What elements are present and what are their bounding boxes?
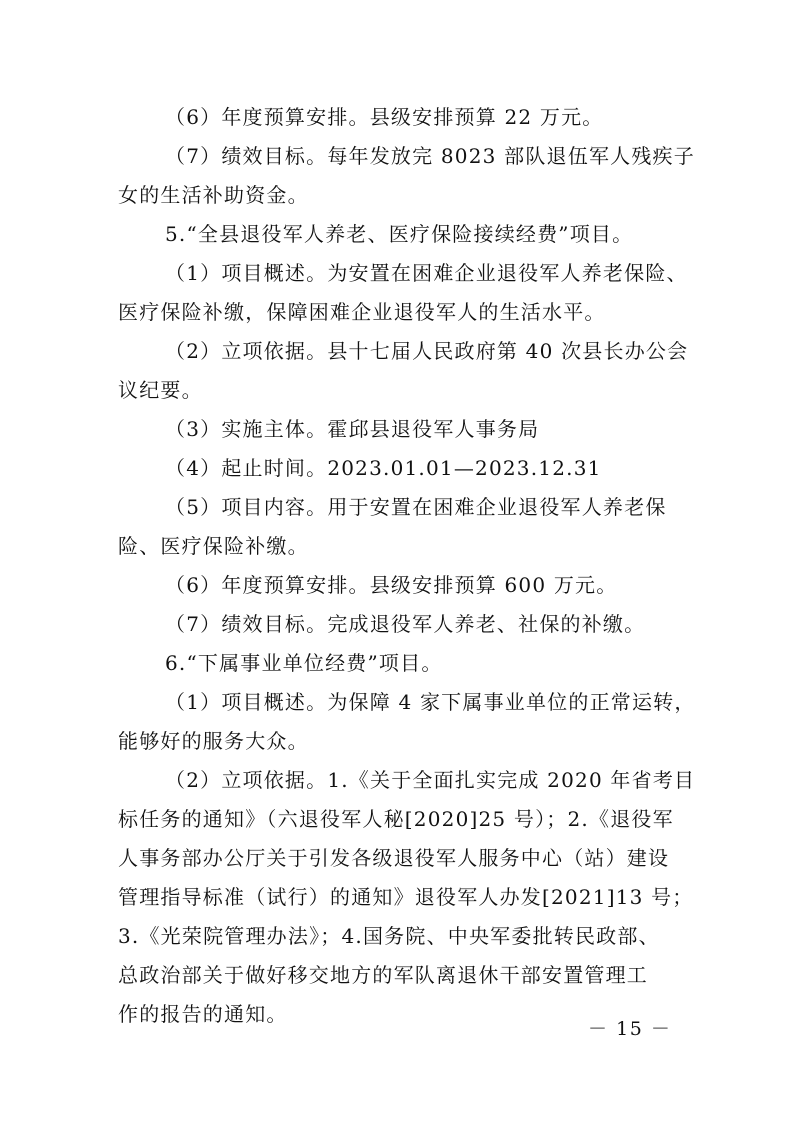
- paragraph-line: （1）项目概述。为安置在困难企业退役军人养老保险、: [165, 261, 688, 285]
- paragraph-line: 作的报告的通知。: [118, 1002, 288, 1026]
- paragraph-line: 女的生活补助资金。: [118, 183, 309, 207]
- paragraph-line: 人事务部办公厅关于引发各级退役军人服务中心（站）建设: [118, 846, 670, 870]
- paragraph-line: 医疗保险补缴，保障困难企业退役军人的生活水平。: [118, 300, 606, 324]
- paragraph-line: （5）项目内容。用于安置在困难企业退役军人养老保: [165, 495, 667, 519]
- paragraph-line: 总政治部关于做好移交地方的军队离退休干部安置管理工: [118, 963, 648, 987]
- paragraph-line: 议纪要。: [118, 378, 203, 402]
- paragraph-line: （6）年度预算安排。县级安排预算 22 万元。: [165, 105, 604, 129]
- paragraph-line: 3.《光荣院管理办法》；4.国务院、中央军委批转民政部、: [118, 924, 660, 948]
- paragraph-line: （4）起止时间。2023.01.01—2023.12.31: [165, 456, 602, 480]
- paragraph-line: 标任务的通知》（六退役军人秘[2020]25 号）；2.《退役军: [118, 807, 674, 831]
- page-number: － 15 －: [588, 1018, 672, 1040]
- paragraph-line: （3）实施主体。霍邱县退役军人事务局: [165, 417, 540, 441]
- paragraph-line: 险、医疗保险补缴。: [118, 534, 309, 558]
- paragraph-line: （2）立项依据。1.《关于全面扎实完成 2020 年省考目: [165, 768, 696, 792]
- paragraph-line: 管理指导标准（试行）的通知》退役军人办发[2021]13 号；: [118, 885, 694, 909]
- paragraph-line: （1）项目概述。为保障 4 家下属事业单位的正常运转，: [165, 690, 696, 714]
- section-heading: 6.“下属事业单位经费”项目。: [165, 651, 443, 675]
- paragraph-line: 能够好的服务大众。: [118, 729, 309, 753]
- paragraph-line: （6）年度预算安排。县级安排预算 600 万元。: [165, 573, 618, 597]
- paragraph-line: （2）立项依据。县十七届人民政府第 40 次县长办公会: [165, 339, 689, 363]
- paragraph-line: （7）绩效目标。完成退役军人养老、社保的补缴。: [165, 612, 646, 636]
- paragraph-line: （7）绩效目标。每年发放完 8023 部队退伍军人残疾子: [165, 144, 695, 168]
- section-heading: 5.“全县退役军人养老、医疗保险接续经费”项目。: [165, 222, 634, 246]
